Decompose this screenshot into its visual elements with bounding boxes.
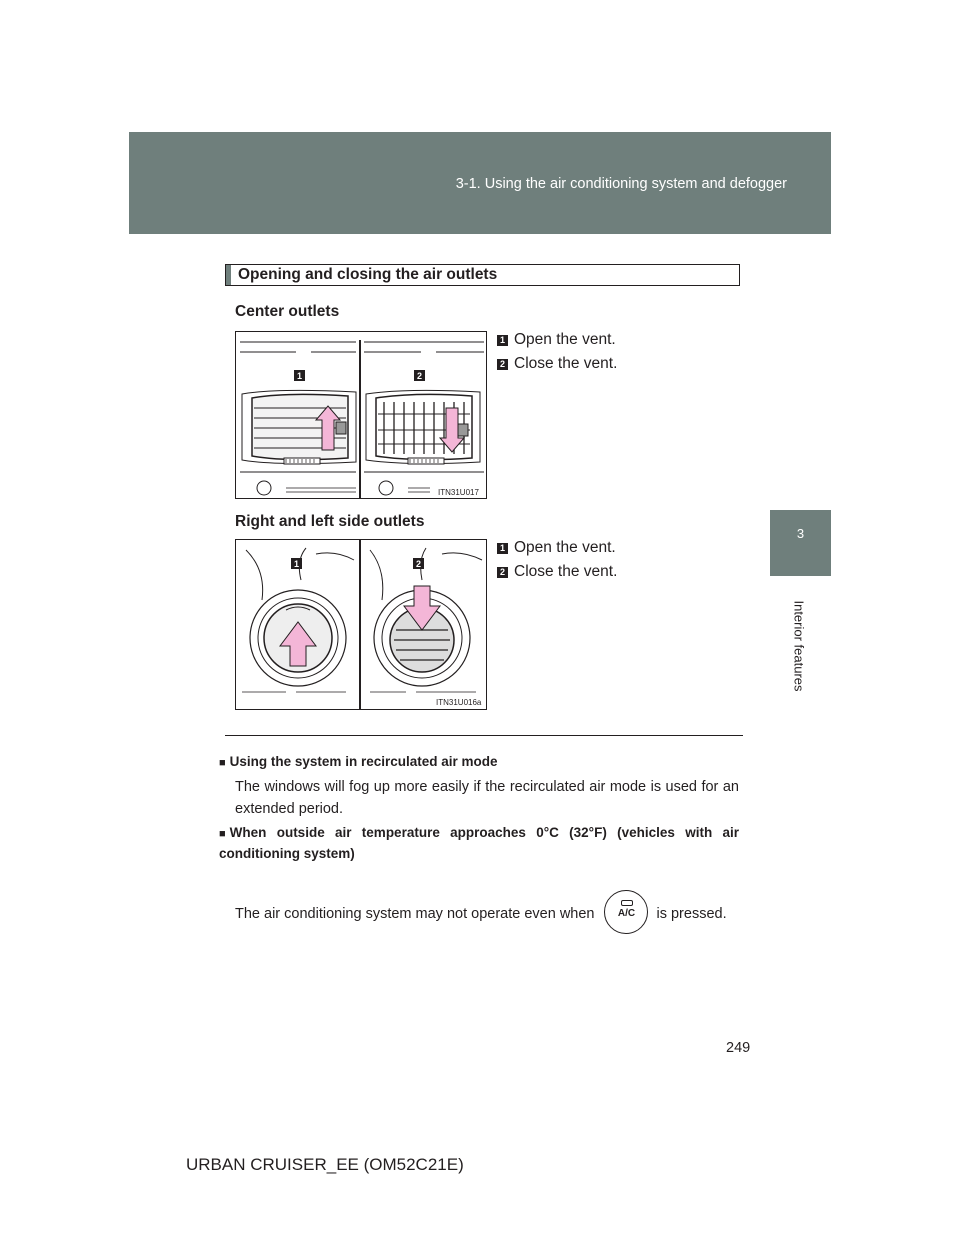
bullet-icon: ■ [219, 828, 226, 840]
step-text: Close the vent. [514, 563, 618, 580]
center-step-2 [497, 355, 617, 373]
figure-code: ITN31U016a [436, 698, 482, 707]
side-outlets-title: Right and left side outlets [235, 513, 425, 530]
step-badge: 2 [497, 359, 508, 370]
note-heading-temperature [219, 823, 739, 864]
bullet-icon: ■ [219, 757, 226, 769]
callout-2-text: 2 [415, 559, 422, 569]
step-badge: 2 [497, 567, 508, 578]
note-heading-text: Using the system in recirculated air mode [229, 754, 498, 769]
step-text: Open the vent. [514, 331, 616, 348]
indicator-lamp-icon [621, 900, 633, 906]
side-step-1 [497, 539, 616, 557]
section-breadcrumb: 3-1. Using the air conditioning system and defogger [455, 176, 787, 192]
figure-code: ITN31U017 [438, 488, 479, 497]
header-band [129, 132, 831, 234]
note-text-before: The air conditioning system may not operate even when [235, 906, 595, 922]
center-step-1 [497, 331, 616, 349]
page-number: 249 [726, 1040, 751, 1056]
callout-2-text: 2 [416, 371, 423, 381]
center-outlets-title: Center outlets [235, 303, 340, 320]
callout-2 [414, 370, 425, 381]
ac-button-label: A/C [617, 908, 636, 919]
callout-1 [291, 558, 302, 569]
ac-button-icon [604, 890, 648, 934]
chapter-label [792, 598, 806, 694]
section-title-box [225, 264, 740, 286]
step-text: Open the vent. [514, 539, 616, 556]
note-heading-recirculated [219, 752, 739, 773]
side-outlet-figure [235, 539, 487, 710]
side-step-2 [497, 563, 617, 581]
chapter-number: 3 [796, 526, 805, 541]
callout-2 [413, 558, 424, 569]
chapter-tab [770, 510, 831, 576]
notes-divider [225, 735, 743, 736]
manual-footer: URBAN CRUISER_EE (OM52C21E) [186, 1155, 464, 1174]
callout-1-text: 1 [293, 559, 300, 569]
note-body-recirculated: The windows will fog up more easily if the recirculated air mode is used for an extended period. [235, 779, 739, 817]
section-title-bar [226, 265, 231, 285]
callout-1-text: 1 [296, 371, 303, 381]
step-badge: 1 [497, 543, 508, 554]
note-heading-text: When outside air temperature approaches 0°C (32°F) (vehicles with air conditioning system) [219, 825, 739, 861]
step-text: Close the vent. [514, 355, 618, 372]
step-badge: 1 [497, 335, 508, 346]
callout-1 [294, 370, 305, 381]
note-body-temperature [235, 890, 727, 934]
note-text-after: is pressed. [656, 906, 727, 922]
chapter-label-text: Interior features [791, 600, 807, 692]
section-title: Opening and closing the air outlets [238, 266, 498, 283]
center-outlet-figure [235, 331, 487, 499]
